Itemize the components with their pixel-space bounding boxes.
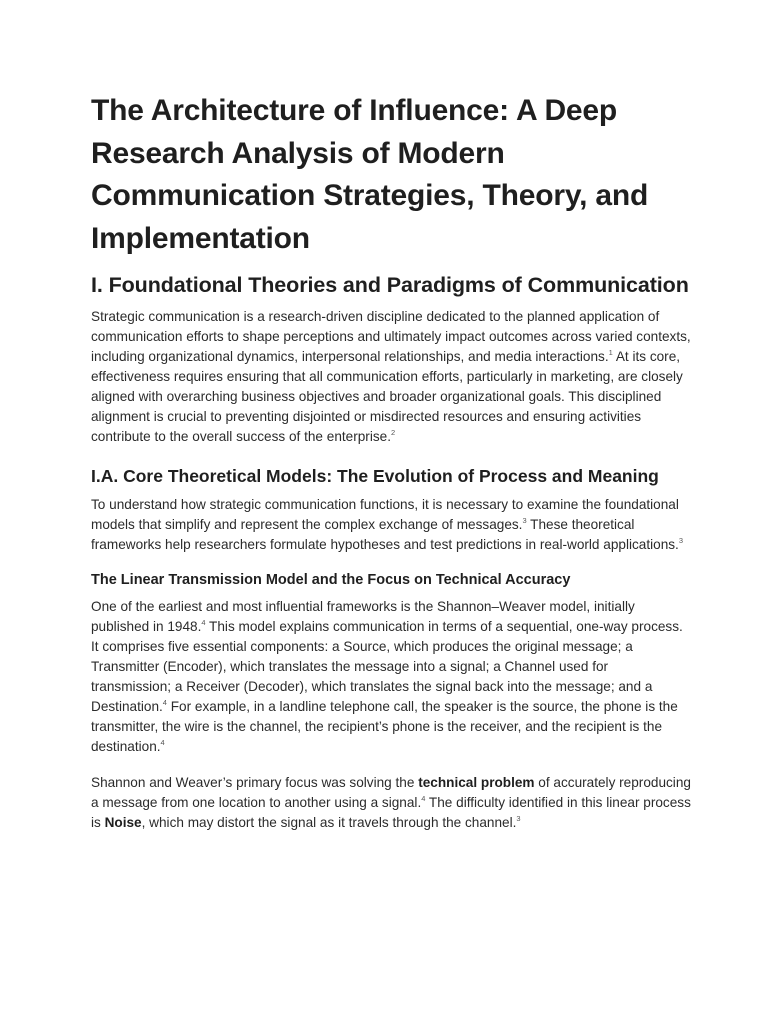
footnote-ref: 4 — [162, 698, 167, 707]
document-title: The Architecture of Influence: A Deep Research Analysis of Modern Communication Strategies, Theory, and Implementation — [91, 94, 649, 255]
subsection-heading-linear-model: The Linear Transmission Model and the Focus on Technical Accuracy — [91, 572, 571, 588]
footnote-ref: 4 — [160, 738, 165, 747]
bold-term-technical-problem: technical problem — [418, 775, 535, 790]
subsection-heading-core-models: I.A. Core Theoretical Models: The Evolution of Process and Meaning — [91, 466, 659, 486]
document-page — [91, 90, 691, 833]
paragraph-text: At its core, effectiveness requires ensuring that all communication efforts, particularly in marketing, are closely aligned with overarching business objectives and broader organizational goals. This disciplined alignment is crucial to preventing disjointed or misdirected resources and ensuring activities contribute to the overall success of the enterprise. — [91, 349, 683, 444]
paragraph-text: For example, in a landline telephone call, the speaker is the source, the phone is the transmitter, the wire is the channel, the recipient’s phone is the receiver, and the recipient is the destination. — [91, 699, 678, 754]
bold-term-noise: Noise — [104, 815, 142, 830]
paragraph-shannon-weaver — [91, 597, 691, 757]
paragraph-text: Shannon and Weaver’s primary focus was solving the — [91, 775, 419, 790]
paragraph-text: The difficulty identified in this linear process is — [91, 795, 691, 830]
footnote-ref: 4 — [421, 794, 426, 803]
paragraph-theoretical-models — [91, 495, 691, 555]
paragraph-strategic-communication — [91, 307, 691, 447]
paragraph-technical-problem — [91, 773, 691, 833]
paragraph-text: This model explains communication in terms of a sequential, one-way process. It comprises five essential components: a Source, which produces the original message; a Transmitter (Encoder), which translates the message into a signal; a Channel used for transmission; a Receiver (Decoder), which translates the signal back into the message; and a Destination. — [91, 619, 683, 714]
paragraph-text: of accurately reproducing a message from one location to another using a signal. — [91, 775, 691, 810]
paragraph-text: , which may distort the signal as it travels through the channel. — [141, 815, 517, 830]
footnote-ref: 1 — [608, 348, 613, 357]
section-heading-foundational-theories: I. Foundational Theories and Paradigms of Communication — [91, 273, 689, 297]
paragraph-text: To understand how strategic communication functions, it is necessary to examine the foundational models that simplify and represent the complex exchange of messages. — [91, 497, 679, 532]
footnote-ref: 3 — [516, 814, 521, 823]
footnote-ref: 2 — [390, 428, 396, 437]
paragraph-text: One of the earliest and most influential frameworks is the Shannon–Weaver model, initially published in 1948. — [91, 599, 635, 634]
footnote-ref: 3 — [522, 516, 527, 525]
footnote-ref: 4 — [201, 618, 206, 627]
paragraph-text: Strategic communication is a research-driven discipline dedicated to the planned application of communication efforts to shape perceptions and ultimately impact outcomes across varied contexts, including organizational dynamics, interpersonal relationships, and media interactions. — [91, 309, 691, 364]
footnote-ref: 3 — [678, 536, 684, 545]
paragraph-text: These theoretical frameworks help researchers formulate hypotheses and test predictions in real-world applications. — [91, 517, 679, 552]
